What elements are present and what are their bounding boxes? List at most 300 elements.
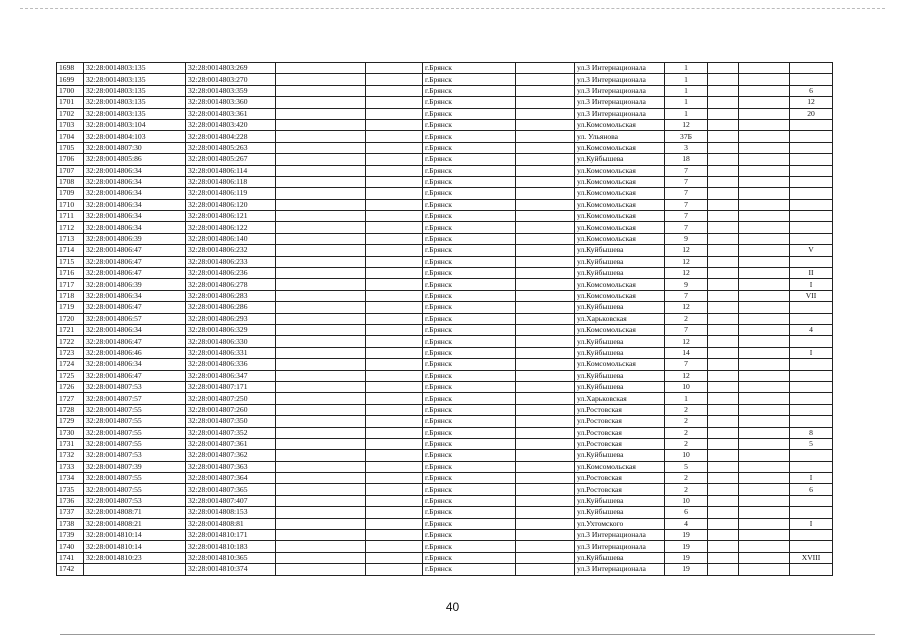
empty-cell (276, 245, 366, 256)
quarter-number-cell: 32:28:0014806:47 (84, 256, 186, 267)
row-number-cell: 1742 (57, 564, 84, 575)
street-cell: ул.Куйбышева (575, 507, 665, 518)
empty-cell (366, 404, 423, 415)
table-row (57, 199, 833, 210)
empty-cell (708, 381, 739, 392)
house-number-cell: 2 (665, 473, 708, 484)
empty-cell (276, 507, 366, 518)
house-number-cell: 12 (665, 268, 708, 279)
empty-cell (366, 199, 423, 210)
cadastral-number-cell: 32:28:0014807:361 (186, 438, 276, 449)
house-number-cell: 9 (665, 233, 708, 244)
premises-number-cell (790, 63, 833, 74)
empty-cell (516, 438, 575, 449)
empty-cell (739, 336, 790, 347)
page-number: 40 (445, 600, 460, 614)
city-cell: г.Брянск (423, 256, 516, 267)
empty-cell (276, 438, 366, 449)
empty-cell (276, 302, 366, 313)
premises-number-cell (790, 541, 833, 552)
house-number-cell: 14 (665, 347, 708, 358)
premises-number-cell (790, 381, 833, 392)
empty-cell (516, 222, 575, 233)
empty-cell (739, 324, 790, 335)
empty-cell (276, 290, 366, 301)
empty-cell (739, 233, 790, 244)
city-cell: г.Брянск (423, 222, 516, 233)
empty-cell (516, 518, 575, 529)
empty-cell (366, 313, 423, 324)
premises-number-cell (790, 393, 833, 404)
empty-cell (708, 63, 739, 74)
empty-cell (708, 85, 739, 96)
empty-cell (708, 404, 739, 415)
quarter-number-cell: 32:28:0014806:39 (84, 233, 186, 244)
premises-number-cell (790, 416, 833, 427)
premises-number-cell (790, 530, 833, 541)
table-row (57, 245, 833, 256)
empty-cell (739, 313, 790, 324)
premises-number-cell (790, 564, 833, 575)
city-cell: г.Брянск (423, 438, 516, 449)
table-row (57, 552, 833, 563)
cadastral-number-cell: 32:28:0014806:140 (186, 233, 276, 244)
row-number-cell: 1718 (57, 290, 84, 301)
quarter-number-cell: 32:28:0014803:135 (84, 85, 186, 96)
cadastral-number-cell: 32:28:0014810:183 (186, 541, 276, 552)
premises-number-cell: V (790, 245, 833, 256)
bottom-scan-rule (60, 634, 875, 635)
empty-cell (708, 279, 739, 290)
quarter-number-cell: 32:28:0014807:39 (84, 461, 186, 472)
cadastral-number-cell: 32:28:0014806:121 (186, 211, 276, 222)
quarter-number-cell: 32:28:0014806:57 (84, 313, 186, 324)
empty-cell (276, 176, 366, 187)
empty-cell (516, 324, 575, 335)
table-row (57, 211, 833, 222)
empty-cell (739, 541, 790, 552)
quarter-number-cell: 32:28:0014807:55 (84, 438, 186, 449)
empty-cell (708, 302, 739, 313)
premises-number-cell (790, 302, 833, 313)
empty-cell (739, 131, 790, 142)
city-cell: г.Брянск (423, 233, 516, 244)
empty-cell (366, 256, 423, 267)
street-cell: ул.Куйбышева (575, 381, 665, 392)
cadastral-number-cell: 32:28:0014803:361 (186, 108, 276, 119)
cadastral-number-cell: 32:28:0014805:267 (186, 154, 276, 165)
row-number-cell: 1706 (57, 154, 84, 165)
city-cell: г.Брянск (423, 176, 516, 187)
table-row (57, 404, 833, 415)
street-cell: ул.Куйбышева (575, 302, 665, 313)
row-number-cell: 1730 (57, 427, 84, 438)
empty-cell (366, 370, 423, 381)
city-cell: г.Брянск (423, 427, 516, 438)
street-cell: ул.Ростовская (575, 416, 665, 427)
row-number-cell: 1720 (57, 313, 84, 324)
empty-cell (708, 165, 739, 176)
street-cell: ул.Куйбышева (575, 370, 665, 381)
empty-cell (276, 336, 366, 347)
table-row (57, 473, 833, 484)
empty-cell (276, 370, 366, 381)
empty-cell (366, 552, 423, 563)
empty-cell (366, 279, 423, 290)
quarter-number-cell: 32:28:0014807:55 (84, 473, 186, 484)
empty-cell (739, 154, 790, 165)
house-number-cell: 10 (665, 495, 708, 506)
row-number-cell: 1698 (57, 63, 84, 74)
empty-cell (516, 199, 575, 210)
quarter-number-cell: 32:28:0014806:47 (84, 336, 186, 347)
cadastral-number-cell: 32:28:0014806:286 (186, 302, 276, 313)
house-number-cell: 4 (665, 518, 708, 529)
city-cell: г.Брянск (423, 450, 516, 461)
premises-number-cell: I (790, 347, 833, 358)
city-cell: г.Брянск (423, 188, 516, 199)
house-number-cell: 1 (665, 108, 708, 119)
empty-cell (516, 302, 575, 313)
empty-cell (739, 108, 790, 119)
quarter-number-cell: 32:28:0014806:46 (84, 347, 186, 358)
empty-cell (366, 268, 423, 279)
city-cell: г.Брянск (423, 393, 516, 404)
empty-cell (366, 473, 423, 484)
empty-cell (516, 381, 575, 392)
empty-cell (708, 324, 739, 335)
quarter-number-cell: 32:28:0014806:34 (84, 324, 186, 335)
table-row (57, 359, 833, 370)
table-row (57, 370, 833, 381)
city-cell: г.Брянск (423, 484, 516, 495)
cadastral-number-cell: 32:28:0014803:359 (186, 85, 276, 96)
premises-number-cell (790, 74, 833, 85)
empty-cell (708, 507, 739, 518)
city-cell: г.Брянск (423, 541, 516, 552)
premises-number-cell (790, 336, 833, 347)
street-cell: ул.Комсомольская (575, 188, 665, 199)
empty-cell (739, 268, 790, 279)
table-row (57, 450, 833, 461)
registry-table-body (57, 63, 833, 576)
row-number-cell: 1705 (57, 142, 84, 153)
empty-cell (739, 290, 790, 301)
empty-cell (739, 450, 790, 461)
city-cell: г.Брянск (423, 507, 516, 518)
quarter-number-cell: 32:28:0014810:14 (84, 530, 186, 541)
empty-cell (739, 370, 790, 381)
empty-cell (516, 530, 575, 541)
city-cell: г.Брянск (423, 74, 516, 85)
row-number-cell: 1725 (57, 370, 84, 381)
premises-number-cell (790, 222, 833, 233)
table-row (57, 530, 833, 541)
street-cell: ул.3 Интернационала (575, 85, 665, 96)
street-cell: ул.3 Интернационала (575, 530, 665, 541)
empty-cell (276, 256, 366, 267)
empty-cell (276, 393, 366, 404)
row-number-cell: 1711 (57, 211, 84, 222)
empty-cell (516, 473, 575, 484)
empty-cell (708, 450, 739, 461)
empty-cell (276, 97, 366, 108)
empty-cell (708, 438, 739, 449)
house-number-cell: 12 (665, 302, 708, 313)
quarter-number-cell: 32:28:0014803:135 (84, 97, 186, 108)
premises-number-cell (790, 176, 833, 187)
street-cell: ул.Ростовская (575, 484, 665, 495)
empty-cell (708, 359, 739, 370)
row-number-cell: 1738 (57, 518, 84, 529)
empty-cell (366, 484, 423, 495)
street-cell: ул.Комсомольская (575, 233, 665, 244)
empty-cell (366, 108, 423, 119)
row-number-cell: 1702 (57, 108, 84, 119)
empty-cell (366, 461, 423, 472)
table-row (57, 302, 833, 313)
cadastral-number-cell: 32:28:0014806:329 (186, 324, 276, 335)
empty-cell (366, 427, 423, 438)
cadastral-number-cell: 32:28:0014807:364 (186, 473, 276, 484)
empty-cell (516, 484, 575, 495)
house-number-cell: 12 (665, 336, 708, 347)
empty-cell (739, 142, 790, 153)
house-number-cell: 7 (665, 359, 708, 370)
street-cell: ул.Куйбышева (575, 154, 665, 165)
empty-cell (276, 165, 366, 176)
quarter-number-cell: 32:28:0014806:47 (84, 268, 186, 279)
empty-cell (516, 290, 575, 301)
cadastral-number-cell: 32:28:0014806:347 (186, 370, 276, 381)
street-cell: ул.Куйбышева (575, 256, 665, 267)
empty-cell (366, 359, 423, 370)
empty-cell (366, 222, 423, 233)
empty-cell (366, 142, 423, 153)
empty-cell (366, 530, 423, 541)
empty-cell (516, 313, 575, 324)
city-cell: г.Брянск (423, 336, 516, 347)
premises-number-cell: 4 (790, 324, 833, 335)
empty-cell (739, 518, 790, 529)
empty-cell (276, 211, 366, 222)
empty-cell (276, 541, 366, 552)
house-number-cell: 1 (665, 393, 708, 404)
empty-cell (276, 233, 366, 244)
empty-cell (366, 165, 423, 176)
row-number-cell: 1704 (57, 131, 84, 142)
cadastral-number-cell: 32:28:0014806:232 (186, 245, 276, 256)
empty-cell (516, 97, 575, 108)
empty-cell (516, 370, 575, 381)
city-cell: г.Брянск (423, 142, 516, 153)
city-cell: г.Брянск (423, 131, 516, 142)
city-cell: г.Брянск (423, 154, 516, 165)
empty-cell (516, 63, 575, 74)
house-number-cell: 19 (665, 541, 708, 552)
empty-cell (276, 74, 366, 85)
quarter-number-cell: 32:28:0014806:34 (84, 188, 186, 199)
street-cell: ул.Ухтомского (575, 518, 665, 529)
empty-cell (276, 154, 366, 165)
empty-cell (708, 336, 739, 347)
house-number-cell: 12 (665, 370, 708, 381)
row-number-cell: 1701 (57, 97, 84, 108)
empty-cell (739, 74, 790, 85)
cadastral-number-cell: 32:28:0014806:331 (186, 347, 276, 358)
empty-cell (366, 176, 423, 187)
cadastral-number-cell: 32:28:0014806:120 (186, 199, 276, 210)
premises-number-cell: 20 (790, 108, 833, 119)
row-number-cell: 1708 (57, 176, 84, 187)
empty-cell (276, 279, 366, 290)
empty-cell (516, 142, 575, 153)
street-cell: ул.Комсомольская (575, 165, 665, 176)
empty-cell (739, 393, 790, 404)
row-number-cell: 1722 (57, 336, 84, 347)
premises-number-cell (790, 119, 833, 130)
table-row (57, 507, 833, 518)
top-scan-rule (20, 8, 885, 9)
empty-cell (516, 404, 575, 415)
empty-cell (739, 416, 790, 427)
empty-cell (708, 74, 739, 85)
premises-number-cell (790, 507, 833, 518)
row-number-cell: 1737 (57, 507, 84, 518)
city-cell: г.Брянск (423, 473, 516, 484)
empty-cell (516, 131, 575, 142)
empty-cell (516, 507, 575, 518)
house-number-cell: 7 (665, 211, 708, 222)
empty-cell (276, 495, 366, 506)
cadastral-number-cell: 32:28:0014806:118 (186, 176, 276, 187)
empty-cell (276, 313, 366, 324)
street-cell: ул.Куйбышева (575, 347, 665, 358)
premises-number-cell: 12 (790, 97, 833, 108)
city-cell: г.Брянск (423, 97, 516, 108)
empty-cell (276, 518, 366, 529)
street-cell: ул.Куйбышева (575, 552, 665, 563)
empty-cell (739, 165, 790, 176)
empty-cell (276, 222, 366, 233)
cadastral-number-cell: 32:28:0014806:330 (186, 336, 276, 347)
city-cell: г.Брянск (423, 552, 516, 563)
empty-cell (708, 268, 739, 279)
empty-cell (366, 188, 423, 199)
empty-cell (708, 108, 739, 119)
empty-cell (708, 484, 739, 495)
city-cell: г.Брянск (423, 279, 516, 290)
city-cell: г.Брянск (423, 347, 516, 358)
empty-cell (708, 222, 739, 233)
quarter-number-cell: 32:28:0014810:23 (84, 552, 186, 563)
quarter-number-cell (84, 564, 186, 575)
house-number-cell: 12 (665, 256, 708, 267)
row-number-cell: 1740 (57, 541, 84, 552)
row-number-cell: 1707 (57, 165, 84, 176)
row-number-cell: 1700 (57, 85, 84, 96)
empty-cell (516, 256, 575, 267)
empty-cell (366, 507, 423, 518)
cadastral-number-cell: 32:28:0014810:365 (186, 552, 276, 563)
empty-cell (739, 97, 790, 108)
cadastral-number-cell: 32:28:0014806:114 (186, 165, 276, 176)
street-cell: ул.3 Интернационала (575, 97, 665, 108)
row-number-cell: 1715 (57, 256, 84, 267)
cadastral-number-cell: 32:28:0014803:269 (186, 63, 276, 74)
row-number-cell: 1710 (57, 199, 84, 210)
row-number-cell: 1727 (57, 393, 84, 404)
table-row (57, 347, 833, 358)
row-number-cell: 1709 (57, 188, 84, 199)
empty-cell (739, 279, 790, 290)
cadastral-number-cell: 32:28:0014810:374 (186, 564, 276, 575)
row-number-cell: 1719 (57, 302, 84, 313)
empty-cell (276, 119, 366, 130)
cadastral-number-cell: 32:28:0014807:352 (186, 427, 276, 438)
empty-cell (276, 188, 366, 199)
table-row (57, 279, 833, 290)
empty-cell (366, 450, 423, 461)
city-cell: г.Брянск (423, 416, 516, 427)
empty-cell (739, 484, 790, 495)
premises-number-cell (790, 199, 833, 210)
empty-cell (708, 473, 739, 484)
row-number-cell: 1712 (57, 222, 84, 233)
house-number-cell: 19 (665, 552, 708, 563)
empty-cell (276, 473, 366, 484)
quarter-number-cell: 32:28:0014806:39 (84, 279, 186, 290)
table-row (57, 74, 833, 85)
empty-cell (516, 211, 575, 222)
empty-cell (708, 142, 739, 153)
empty-cell (739, 473, 790, 484)
street-cell: ул.Куйбышева (575, 245, 665, 256)
empty-cell (739, 211, 790, 222)
empty-cell (739, 222, 790, 233)
quarter-number-cell: 32:28:0014806:47 (84, 302, 186, 313)
city-cell: г.Брянск (423, 245, 516, 256)
table-row (57, 222, 833, 233)
empty-cell (516, 188, 575, 199)
cadastral-number-cell: 32:28:0014806:122 (186, 222, 276, 233)
empty-cell (739, 256, 790, 267)
cadastral-number-cell: 32:28:0014807:363 (186, 461, 276, 472)
cadastral-number-cell: 32:28:0014808:153 (186, 507, 276, 518)
empty-cell (276, 450, 366, 461)
street-cell: ул.Харьковская (575, 313, 665, 324)
empty-cell (276, 359, 366, 370)
empty-cell (739, 347, 790, 358)
table-row (57, 484, 833, 495)
premises-number-cell (790, 450, 833, 461)
quarter-number-cell: 32:28:0014807:30 (84, 142, 186, 153)
city-cell: г.Брянск (423, 108, 516, 119)
empty-cell (739, 404, 790, 415)
quarter-number-cell: 32:28:0014804:103 (84, 131, 186, 142)
street-cell: ул.Комсомольская (575, 290, 665, 301)
empty-cell (708, 552, 739, 563)
empty-cell (516, 416, 575, 427)
house-number-cell: 12 (665, 119, 708, 130)
city-cell: г.Брянск (423, 313, 516, 324)
empty-cell (366, 154, 423, 165)
house-number-cell: 5 (665, 461, 708, 472)
empty-cell (708, 427, 739, 438)
empty-cell (516, 74, 575, 85)
empty-cell (276, 347, 366, 358)
street-cell: ул.Ростовская (575, 473, 665, 484)
